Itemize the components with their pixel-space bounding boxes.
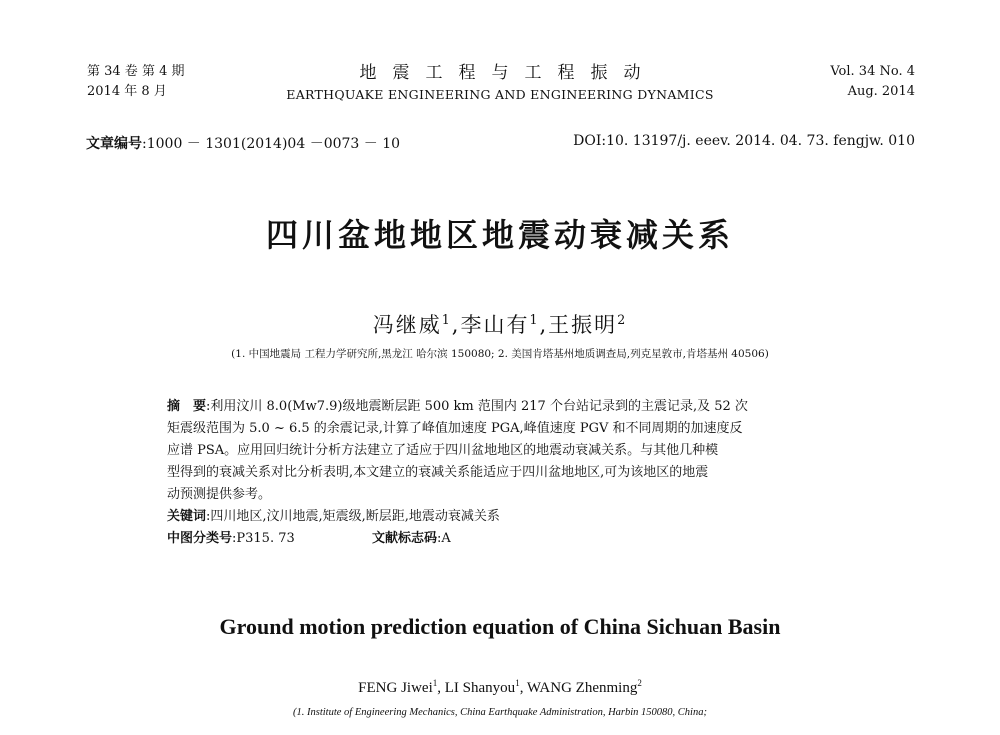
affiliation-cn: (1. 中国地震局 工程力学研究所,黑龙江 哈尔滨 150080; 2. 美国肯塔基州地质调查局,列克星敦市,肯塔基州 40506)	[231, 348, 769, 360]
authors-cn	[0, 309, 1000, 339]
title-en: Ground motion prediction equation of China Sichuan Basin	[219, 614, 781, 639]
author-1-en: FENG Jiwei	[358, 680, 433, 696]
author-1-cn: 冯继威	[372, 313, 442, 337]
abstract-line-5: 动预测提供参考。	[167, 487, 272, 502]
article-number	[86, 133, 400, 153]
journal-issue-cn	[87, 63, 184, 101]
abstract-line-2: 矩震级范围为 5.0 ~ 6.5 的余震记录,计算了峰值加速度 PGA,峰值速度 PGV 和不同周期的加速度反	[167, 421, 743, 436]
classification-value: :P315. 73	[232, 531, 295, 546]
journal-title-en: EARTHQUAKE ENGINEERING AND ENGINEERING DYNAMICS	[286, 87, 714, 102]
keywords-value: :四川地区,汶川地震,矩震级,断层距,地震动衰减关系	[206, 509, 500, 524]
abstract-label: 摘 要	[167, 399, 207, 414]
keywords-label: 关键词	[167, 509, 207, 524]
journal-issue-en	[760, 63, 915, 101]
author-3-affil: 2	[617, 312, 628, 327]
author-2-cn: ,李山有	[451, 313, 530, 337]
abstract-line-1: 摘 要:利用汶川 8.0(Mw7.9)级地震断层距 500 km 范围内 217 个台站记录到的主震记录,及 52 次	[167, 399, 748, 414]
author-2-en-affil: 1	[515, 678, 520, 688]
classification	[167, 528, 748, 550]
author-3-cn: ,王振明	[539, 313, 618, 337]
journal-title-cn: 地震工程与工程振动	[359, 63, 657, 83]
abstract-line-3: 应谱 PSA。应用回归统计分析方法建立了适应于四川盆地地区的地震动衰减关系。与其他几种模	[167, 443, 719, 458]
classification-label: 中图分类号	[167, 531, 233, 546]
abstract-line-4: 型得到的衰减关系对比分析表明,本文建立的衰减关系能适应于四川盆地地区,可为该地区的地震	[167, 465, 709, 480]
document-code-label: 文献标志码	[372, 531, 438, 546]
abstract	[167, 396, 748, 550]
author-2-en: , LI Shanyou	[437, 680, 516, 696]
journal-title	[250, 58, 750, 102]
volume-issue-en: Vol. 34 No. 4	[830, 64, 915, 79]
article-number-label: 文章编号	[86, 136, 142, 152]
article-number-value: :1000 － 1301(2014)04 －0073 － 10	[142, 136, 401, 152]
date-en: Aug. 2014	[847, 84, 915, 99]
author-1-en-affil: 1	[432, 678, 438, 688]
author-2-affil: 1	[529, 312, 540, 327]
volume-issue-cn: 第 34 卷 第 4 期	[87, 64, 185, 79]
affiliation-en: (1. Institute of Engineering Mechanics, China Earthquake Administration, Harbin 150080, China;	[293, 707, 707, 718]
authors-en	[0, 680, 1000, 697]
keywords	[167, 506, 748, 528]
author-3-en: , WANG Zhenming	[519, 680, 638, 696]
title-cn: 四川盆地地区地震动衰减关系	[265, 216, 734, 254]
date-cn: 2014 年 8 月	[87, 84, 167, 99]
document-code-value: :A	[437, 531, 451, 546]
doi: DOI:10. 13197/j. eeev. 2014. 04. 73. fengjw. 010	[573, 133, 915, 149]
author-3-en-affil: 2	[637, 678, 642, 688]
author-1-affil: 1	[441, 312, 452, 327]
